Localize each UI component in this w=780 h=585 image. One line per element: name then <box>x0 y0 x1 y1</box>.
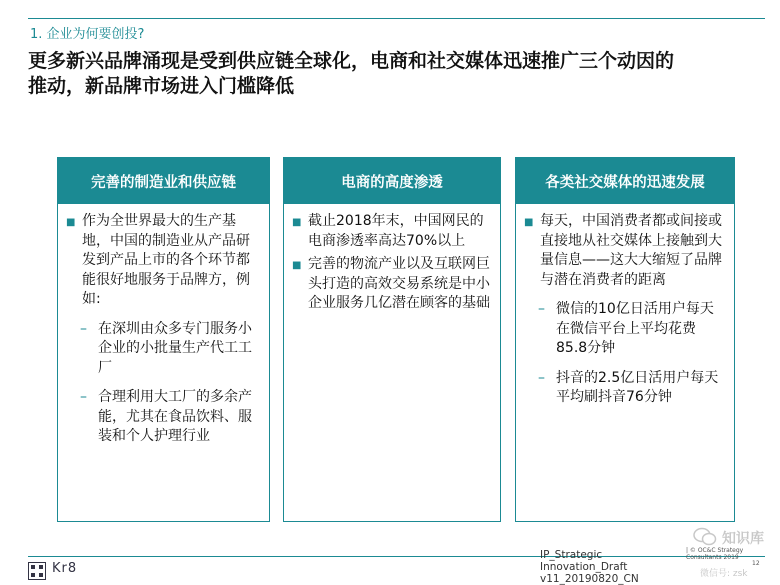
sub-bullet-item <box>80 320 259 379</box>
sub-bullet-text: 抖音的2.5亿日活用户每天平均刷抖音76分钟 <box>556 369 719 405</box>
document-reference <box>540 549 639 585</box>
bullet-text: 作为全世界最大的生产基地，中国的制造业从产品研发到产品上市的各个环节都能很好地服务于品牌方，例如: <box>82 213 250 307</box>
column-header: 各类社交媒体的迅速发展 <box>516 158 734 204</box>
sub-bullet-item <box>538 369 724 408</box>
bullet-item <box>292 212 490 251</box>
dash-bullet-icon: – <box>80 320 87 337</box>
bullet-text: 每天，中国消费者都或间接或直接地从社交媒体上接触到大量信息——这大大缩短了品牌与潜在消费者的距离 <box>540 213 722 288</box>
watermark-subtext: 微信号: zsk <box>700 569 748 579</box>
doc-ref-line: v11_20190820_CN <box>540 573 639 585</box>
sub-bullet-text: 合理利用大工厂的多余产能，尤其在食品饮料、服装和个人护理行业 <box>98 389 252 444</box>
column-ecommerce <box>283 157 501 522</box>
column-header: 电商的高度渗透 <box>284 158 500 204</box>
headline-line-2: 推动，新品牌市场进入门槛降低 <box>28 75 295 97</box>
brand-logo-text: Kr8 <box>52 561 78 576</box>
bullet-text: 截止2018年末，中国网民的电商渗透率高达70%以上 <box>308 213 484 249</box>
dash-bullet-icon: – <box>538 301 545 317</box>
copyright-notice: | © OC&C Strategy Consultants 2019 <box>686 547 744 561</box>
bottom-divider <box>28 556 765 557</box>
sub-bullet-item <box>538 300 724 359</box>
column-social-media <box>515 157 735 522</box>
sub-bullet-text: 微信的10亿日活用户每天在微信平台上平均花费85.8分钟 <box>556 301 714 356</box>
slide-headline <box>28 49 773 99</box>
watermark-text: 知识库 <box>722 531 764 547</box>
doc-ref-line: IP_Strategic <box>540 549 603 561</box>
column-manufacturing <box>57 157 270 522</box>
square-bullet-icon: ■ <box>292 260 302 271</box>
grid-logo-icon <box>28 562 46 580</box>
bullet-text: 完善的物流产业以及互联网巨头打造的高效交易系统是中小企业服务几亿潜在顾客的基础 <box>308 256 490 311</box>
headline-line-1: 更多新兴品牌涌现是受到供应链全球化，电商和社交媒体迅速推广三个动因的 <box>28 50 675 72</box>
wechat-icon <box>693 527 717 547</box>
section-label: 1. 企业为何要创投? <box>30 27 145 42</box>
column-header: 完善的制造业和供应链 <box>58 158 269 204</box>
square-bullet-icon: ■ <box>292 217 302 228</box>
bullet-item <box>66 212 259 310</box>
dash-bullet-icon: – <box>80 389 87 405</box>
square-bullet-icon: ■ <box>524 217 534 228</box>
bullet-item <box>524 212 724 290</box>
dash-bullet-icon: – <box>538 369 545 386</box>
doc-ref-line: Innovation_Draft <box>540 561 628 573</box>
square-bullet-icon: ■ <box>66 217 76 228</box>
sub-bullet-text: 在深圳由众多专门服务小企业的小批量生产代工工厂 <box>98 320 252 376</box>
top-divider <box>28 18 765 19</box>
sub-bullet-item <box>80 388 259 447</box>
bullet-item <box>292 255 490 314</box>
page-number: 12 <box>752 560 760 567</box>
